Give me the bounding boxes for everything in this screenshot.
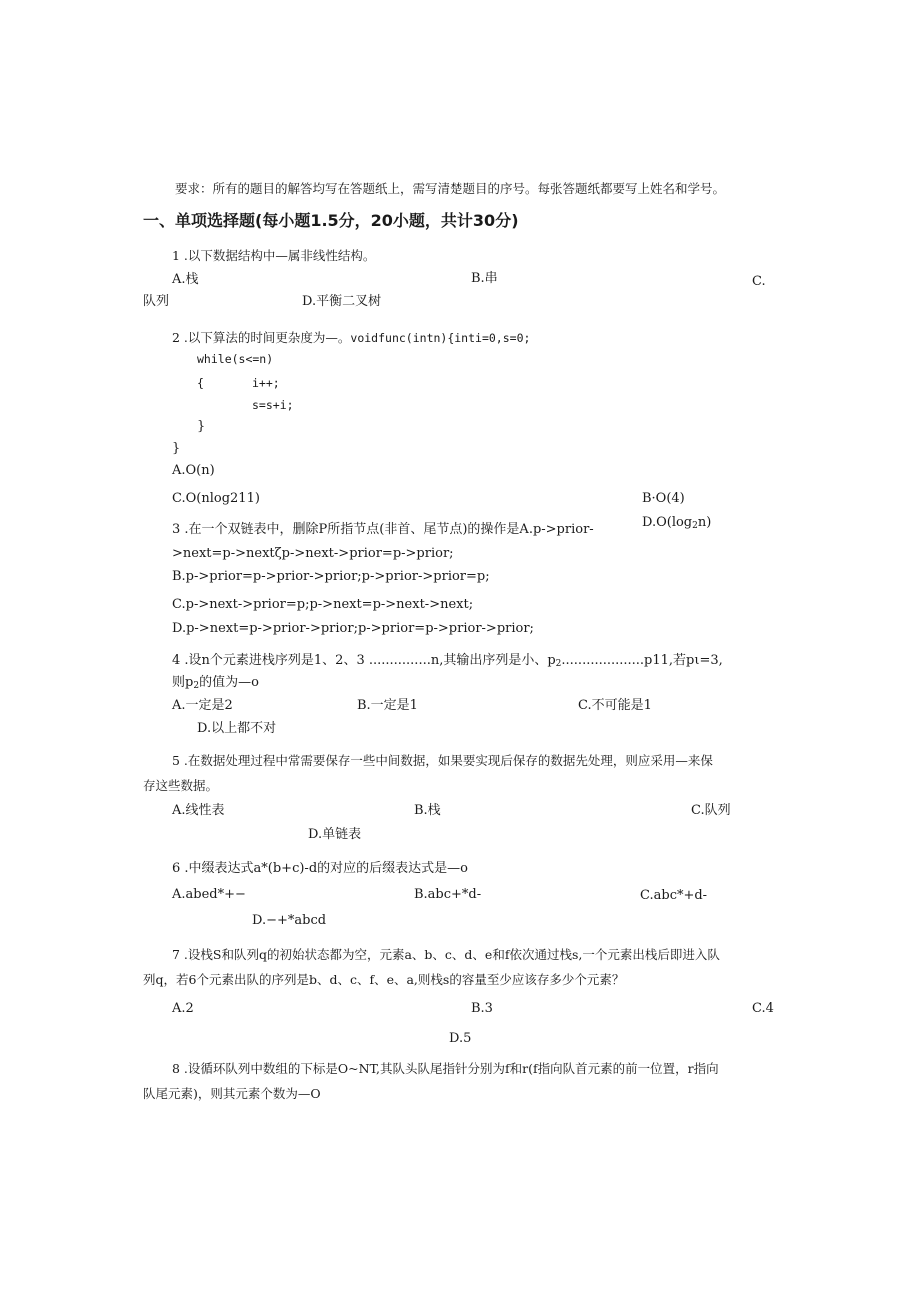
- question-8-stem: 8 .设循环队列中数组的下标是O~NT,其队头队尾指针分别为f和r(f指向队首元素的前一位置，r指向: [172, 1061, 719, 1076]
- question-2-option-d-subscript: 2: [692, 521, 698, 531]
- question-3-option-d: D.p->next=p->prior->prior;p->prior=p->prior->prior;: [172, 621, 534, 636]
- question-5-option-a: A.线性表: [172, 803, 225, 818]
- question-5-option-d: D.单链表: [308, 827, 362, 842]
- question-4-option-b: B.一定是1: [357, 698, 418, 713]
- section-title: 一、单项选择题(每小题1.5分，20小题，共计30分): [143, 211, 519, 230]
- question-4-option-a: A.一定是2: [172, 698, 233, 713]
- question-5-stem-continued: 存这些数据。: [143, 778, 219, 793]
- question-2-option-a: A.O(n): [172, 463, 215, 478]
- question-2-code-line-1: voidfunc(intn){inti=0,s=0;: [350, 331, 531, 345]
- question-7-stem: 7 .设栈S和队列q的初始状态都为空，元素a、b、c、d、e和f依次通过栈s,一个元素出栈后即进入队: [172, 947, 720, 962]
- question-8-stem-continued: 队尾元素)，则其元素个数为—O: [143, 1086, 321, 1101]
- question-4-option-d: D.以上都不对: [197, 721, 277, 736]
- question-2-code-line-4: s=s+i;: [252, 398, 294, 412]
- question-6-option-c: C.abc*+d-: [640, 888, 708, 903]
- question-7-option-a: A.2: [172, 1001, 194, 1016]
- question-2-option-d-prefix: D.O(log: [642, 515, 693, 530]
- question-1-option-b: B.串: [471, 271, 498, 286]
- question-2-code-brace-open: {: [197, 376, 204, 390]
- question-6-option-d: D.−+*abcd: [252, 913, 327, 928]
- question-4-stem: [172, 652, 723, 673]
- question-2-stem-lead: 2 .以下算法的时间更杂度为—。: [172, 330, 351, 345]
- question-5-stem: 5 .在数据处理过程中常需要保存一些中间数据，如果要实现后保存的数据先处理，则应采用—来保: [172, 753, 713, 768]
- question-2-option-c: C.O(nlog211): [172, 491, 260, 506]
- question-5-option-c: C.队列: [691, 803, 731, 818]
- question-6-option-a: A.abed*+−: [172, 887, 246, 902]
- question-7-option-d: D.5: [449, 1031, 472, 1046]
- question-7-stem-continued: 列q，若6个元素出队的序列是b、d、c、f、e、a,则栈s的容量至少应该存多少个元素？: [143, 972, 625, 987]
- question-1-option-c: C.: [752, 274, 766, 289]
- question-2-code-line-3: i++;: [252, 376, 280, 390]
- question-2-code-brace-close-inner: }: [197, 419, 206, 434]
- question-4-stem-subscript: 2: [555, 659, 562, 669]
- question-7-option-b: B.3: [471, 1001, 493, 1016]
- question-4-option-c: C.不可能是1: [578, 698, 652, 713]
- question-4-stem-continued: [172, 674, 259, 695]
- question-6-stem: 6 .中缀表达式a*(b+c)-d的对应的后缀表达式是—o: [172, 861, 468, 876]
- question-4-stem-prefix: 4 .设n个元素进栈序列是1、2、3 ...............n,其输出序列是小、p: [172, 653, 556, 668]
- question-4-cont-prefix: 则p: [172, 675, 194, 690]
- question-2-option-d-suffix: n): [697, 515, 712, 530]
- question-4-cont-subscript: 2: [193, 681, 200, 691]
- question-1-stem: 1 .以下数据结构中—属非线性结构。: [172, 248, 376, 263]
- question-2-option-d: [642, 514, 711, 535]
- question-7-option-c: C.4: [752, 1001, 774, 1016]
- question-3-option-c: C.p->next->prior=p;p->next=p->next->next;: [172, 597, 474, 612]
- question-3-stem-continued: >next=p->nextζp->next->prior=p->prior;: [172, 546, 454, 561]
- question-4-cont-suffix: 的值为—o: [199, 675, 259, 690]
- question-2-code-line-2: while(s<=n): [197, 352, 274, 366]
- question-1-option-c-continued: 队列: [143, 294, 170, 309]
- question-5-option-b: B.栈: [414, 803, 441, 818]
- requirement-text: 要求：所有的题目的解答均写在答题纸上，需写清楚题目的序号。每张答题纸都要写上姓名和学号。: [175, 181, 726, 196]
- question-1-option-d: D.平衡二叉树: [302, 294, 382, 309]
- question-1-option-a: A.栈: [172, 272, 199, 287]
- question-2-stem: [172, 329, 530, 347]
- question-3-stem: 3 .在一个双链表中，删除P所指节点(非首、尾节点)的操作是A.p->prior-: [172, 522, 594, 537]
- question-2-code-brace-close-outer: }: [172, 441, 181, 456]
- question-2-option-b: B·O(4): [642, 491, 685, 506]
- question-6-option-b: B.abc+*d-: [414, 887, 482, 902]
- question-3-option-b: B.p->prior=p->prior->prior;p->prior->prior=p;: [172, 569, 490, 584]
- question-4-stem-suffix: ....................p11,若pι=3,: [561, 653, 723, 668]
